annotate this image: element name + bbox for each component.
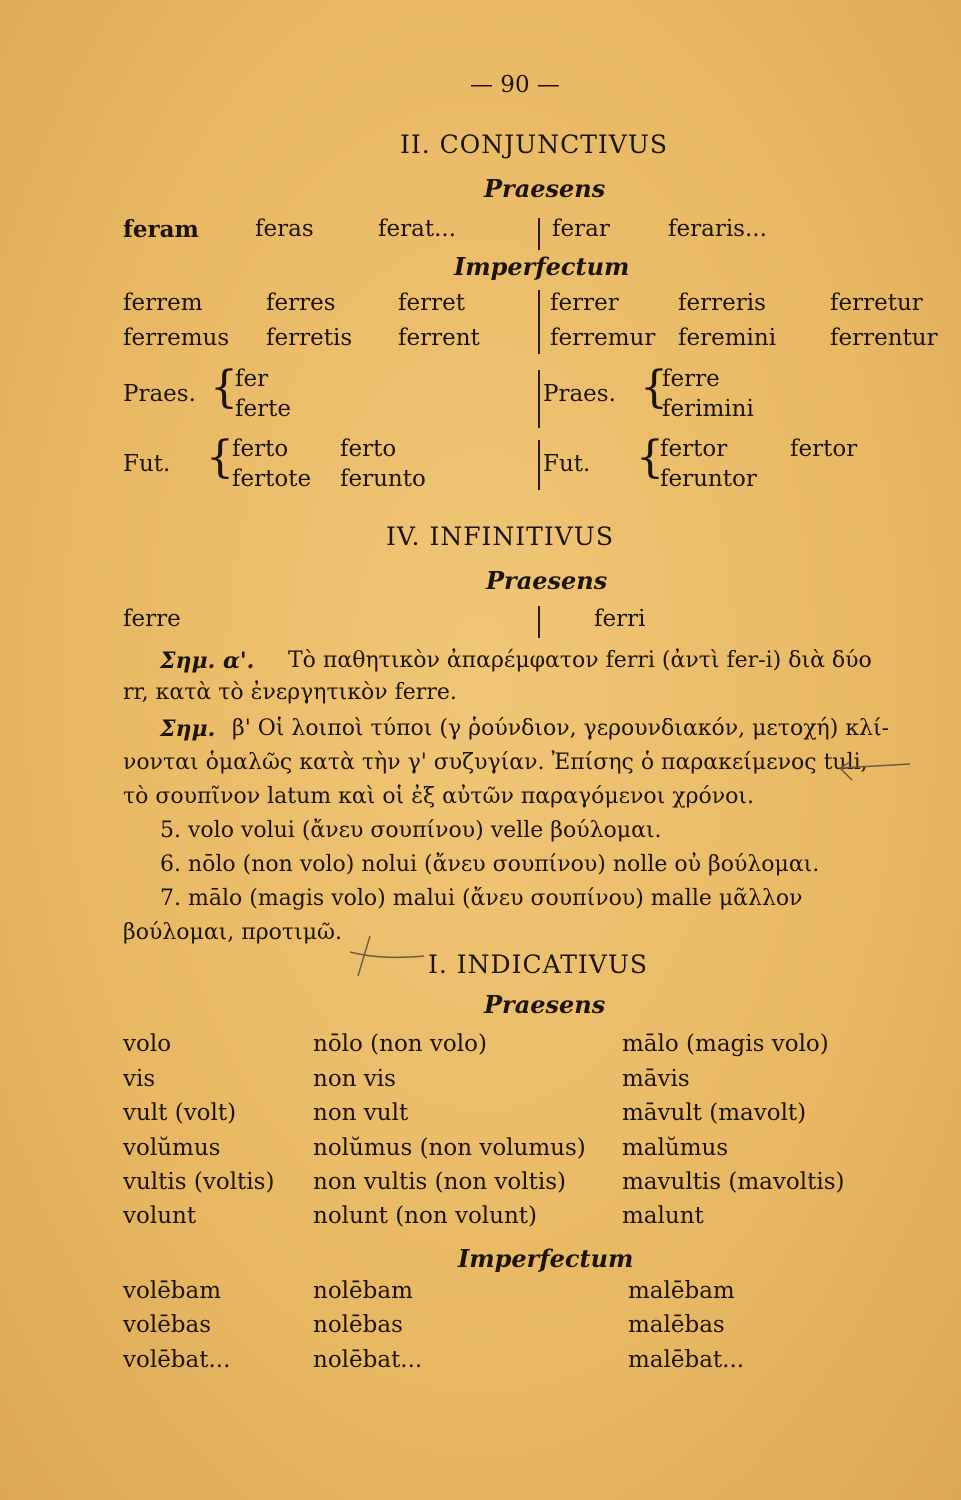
indic-cell: nolēbat... <box>313 1347 423 1373</box>
indic-imperfectum-heading: Imperfectum <box>458 1244 634 1273</box>
indic-cell: malēbat... <box>628 1347 745 1373</box>
inf-passive: ferri <box>594 606 646 632</box>
conj-imperfectum-heading: Imperfectum <box>454 252 630 281</box>
brace: { <box>640 362 668 413</box>
indic-cell: volŭmus <box>123 1135 221 1161</box>
imper-form: ferto <box>340 436 397 462</box>
conj-praes-cell: feras <box>255 216 314 242</box>
conj-imp-cell: ferrent <box>398 325 480 351</box>
brace: { <box>636 432 664 483</box>
column-divider <box>538 606 540 638</box>
inf-praesens-heading: Praesens <box>486 566 608 595</box>
indic-cell: volo <box>123 1031 172 1057</box>
pencil-mark <box>340 932 430 982</box>
imper-form: fer <box>235 366 269 392</box>
indic-cell: nōlo (non volo) <box>313 1031 487 1057</box>
indic-praesens-heading: Praesens <box>484 990 606 1019</box>
indicativus-title: I. INDICATIVUS <box>428 950 649 979</box>
conj-imp-cell: ferrer <box>550 290 619 316</box>
pencil-arrow-mark <box>832 760 912 790</box>
indic-cell: malŭmus <box>622 1135 729 1161</box>
imper-form: ferte <box>235 396 291 422</box>
column-divider <box>538 440 540 490</box>
conj-imp-cell: ferretis <box>266 325 353 351</box>
imper-fut-label: Fut. <box>123 451 171 477</box>
conj-imp-cell: feremini <box>678 325 777 351</box>
note-text: τὸ σουπῖνον latum καὶ οἱ ἐξ αὐτῶν παραγόμενοι χρόνοι. <box>123 784 755 809</box>
indic-cell: volēbam <box>123 1278 222 1304</box>
imper-form: ferto <box>232 436 289 462</box>
conj-imp-cell: ferrentur <box>830 325 938 351</box>
imper-form: ferimini <box>662 396 754 422</box>
indic-cell: vult (volt) <box>123 1100 237 1126</box>
indic-cell: mavultis (mavoltis) <box>622 1169 845 1195</box>
imper-praes-label: Praes. <box>123 381 196 407</box>
conj-imp-cell: ferres <box>266 290 336 316</box>
brace: { <box>206 432 234 483</box>
indic-cell: mālo (magis volo) <box>622 1031 829 1057</box>
indic-cell: nolēbam <box>313 1278 413 1304</box>
imper-praes-label: Praes. <box>543 381 616 407</box>
page-number: — 90 — <box>470 72 560 98</box>
indic-cell: volēbat... <box>123 1347 231 1373</box>
imper-fut-label: Fut. <box>543 451 591 477</box>
indic-cell: vis <box>123 1066 156 1092</box>
conj-praes-cell: feraris... <box>668 216 767 242</box>
conj-imp-cell: ferremur <box>550 325 656 351</box>
indic-cell: malunt <box>622 1203 704 1229</box>
indic-cell: nolunt (non volunt) <box>313 1203 537 1229</box>
conj-imp-cell: ferremus <box>123 325 230 351</box>
imper-form: ferunto <box>340 466 426 492</box>
verb-line: 6. nōlo (non volo) nolui (ἄνευ σουπίνου) nolle οὐ βούλομαι. <box>160 852 820 877</box>
indic-cell: nolŭmus (non volumus) <box>313 1135 586 1161</box>
note-heading: Σημ. <box>160 716 216 742</box>
column-divider <box>538 218 540 250</box>
imper-form: fertote <box>232 466 312 492</box>
indic-cell: māvult (mavolt) <box>622 1100 807 1126</box>
indic-cell: vultis (voltis) <box>123 1169 275 1195</box>
indic-cell: non vult <box>313 1100 409 1126</box>
indic-cell: nolēbas <box>313 1312 403 1338</box>
conj-imp-cell: ferretur <box>830 290 923 316</box>
imper-form: ferre <box>662 366 720 392</box>
indic-cell: volēbas <box>123 1312 212 1338</box>
note-text: rr, κατὰ τὸ ἐνεργητικὸν ferre. <box>123 680 457 705</box>
verb-line: 5. volo volui (ἄνευ σουπίνου) velle βούλομαι. <box>160 818 662 843</box>
indic-cell: malēbam <box>628 1278 735 1304</box>
imper-form: feruntor <box>660 466 757 492</box>
verb-line: 7. mālo (magis volo) malui (ἄνευ σουπίνου) malle μᾶλλον <box>160 886 803 911</box>
column-divider <box>538 370 540 428</box>
conj-praes-cell: ferat... <box>378 216 457 242</box>
imper-form: fertor <box>790 436 858 462</box>
conjunctivus-title: II. CONJUNCTIVUS <box>400 130 669 159</box>
note-text: β' Οἱ λοιποὶ τύποι (γ ῥούνδιον, γερουνδιακόν, μετοχή) κλί- <box>232 716 890 741</box>
conj-imp-cell: ferret <box>398 290 465 316</box>
indic-cell: non vis <box>313 1066 396 1092</box>
verb-line: βούλομαι, προτιμῶ. <box>123 920 342 945</box>
conj-praes-cell: feram <box>123 216 199 243</box>
conj-imp-cell: ferrem <box>123 290 203 316</box>
inf-active: ferre <box>123 606 181 632</box>
indic-cell: māvis <box>622 1066 690 1092</box>
indic-cell: malēbas <box>628 1312 725 1338</box>
conj-praes-cell: ferar <box>552 216 610 242</box>
infinitivus-title: IV. INFINITIVUS <box>386 522 614 551</box>
note-heading: Σημ. α'. <box>160 648 255 674</box>
conj-praesens-heading: Praesens <box>484 174 606 203</box>
note-text: Τὸ παθητικὸν ἀπαρέμφατον ferri (ἀντὶ fer-i) διὰ δύο <box>288 648 872 673</box>
column-divider <box>538 290 540 354</box>
note-text: νονται ὁμαλῶς κατὰ τὴν γ' συζυγίαν. Ἐπίσης ὁ παρακείμενος tuli, <box>123 750 868 775</box>
indic-cell: non vultis (non voltis) <box>313 1169 566 1195</box>
brace: { <box>210 362 238 413</box>
indic-cell: volunt <box>123 1203 197 1229</box>
conj-imp-cell: ferreris <box>678 290 766 316</box>
imper-form: fertor <box>660 436 728 462</box>
